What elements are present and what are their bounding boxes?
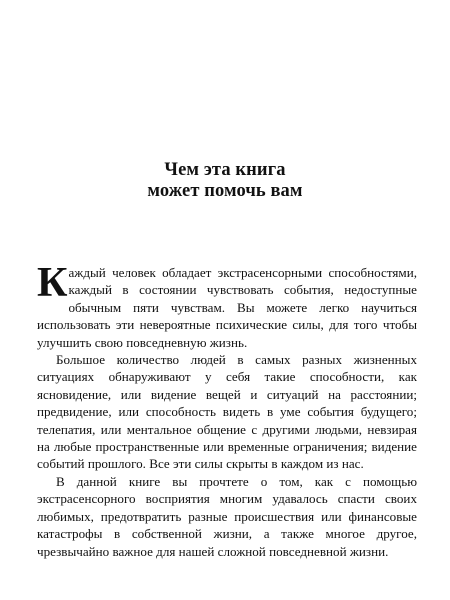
chapter-title bbox=[0, 160, 450, 202]
chapter-title-line-2: может помочь вам bbox=[147, 181, 303, 201]
paragraph-2: Большое количество людей в самых разных жизненных ситуациях обнаруживают у себя такие способности, как ясновидение, или видение вещей и ситуаций на расстоянии; предвидение, или способность видеть в уме события будущего; телепатия, или ментальное общение с другими людьми, невзирая на любые пространственные или временные ограничения; видение событий прошлого. Все эти силы скрыты в каждом из нас. bbox=[37, 352, 417, 472]
drop-cap: К bbox=[37, 260, 68, 306]
chapter-title-line-1: Чем эта книга bbox=[164, 160, 286, 180]
chapter-body bbox=[37, 260, 417, 560]
paragraph-1 bbox=[37, 260, 417, 351]
paragraph-3: В данной книге вы прочтете о том, как с помощью экстрасенсорного восприятия многим удавалось спасти своих любимых, предотвратить разные происшествия или финансовые катастрофы в собственной жизни, а также многое другое, чрезвычайно важное для нашей сложной повседневной жизни. bbox=[37, 473, 417, 559]
paragraph-1-text: аждый человек обладает экстрасенсорными способностями, каждый в состоянии чувствовать события, недоступные обычным пяти чувствам. Вы можете легко научиться использовать эти невероятные психические силы, для того чтобы улучшить свою повседневную жизнь. bbox=[37, 265, 417, 350]
